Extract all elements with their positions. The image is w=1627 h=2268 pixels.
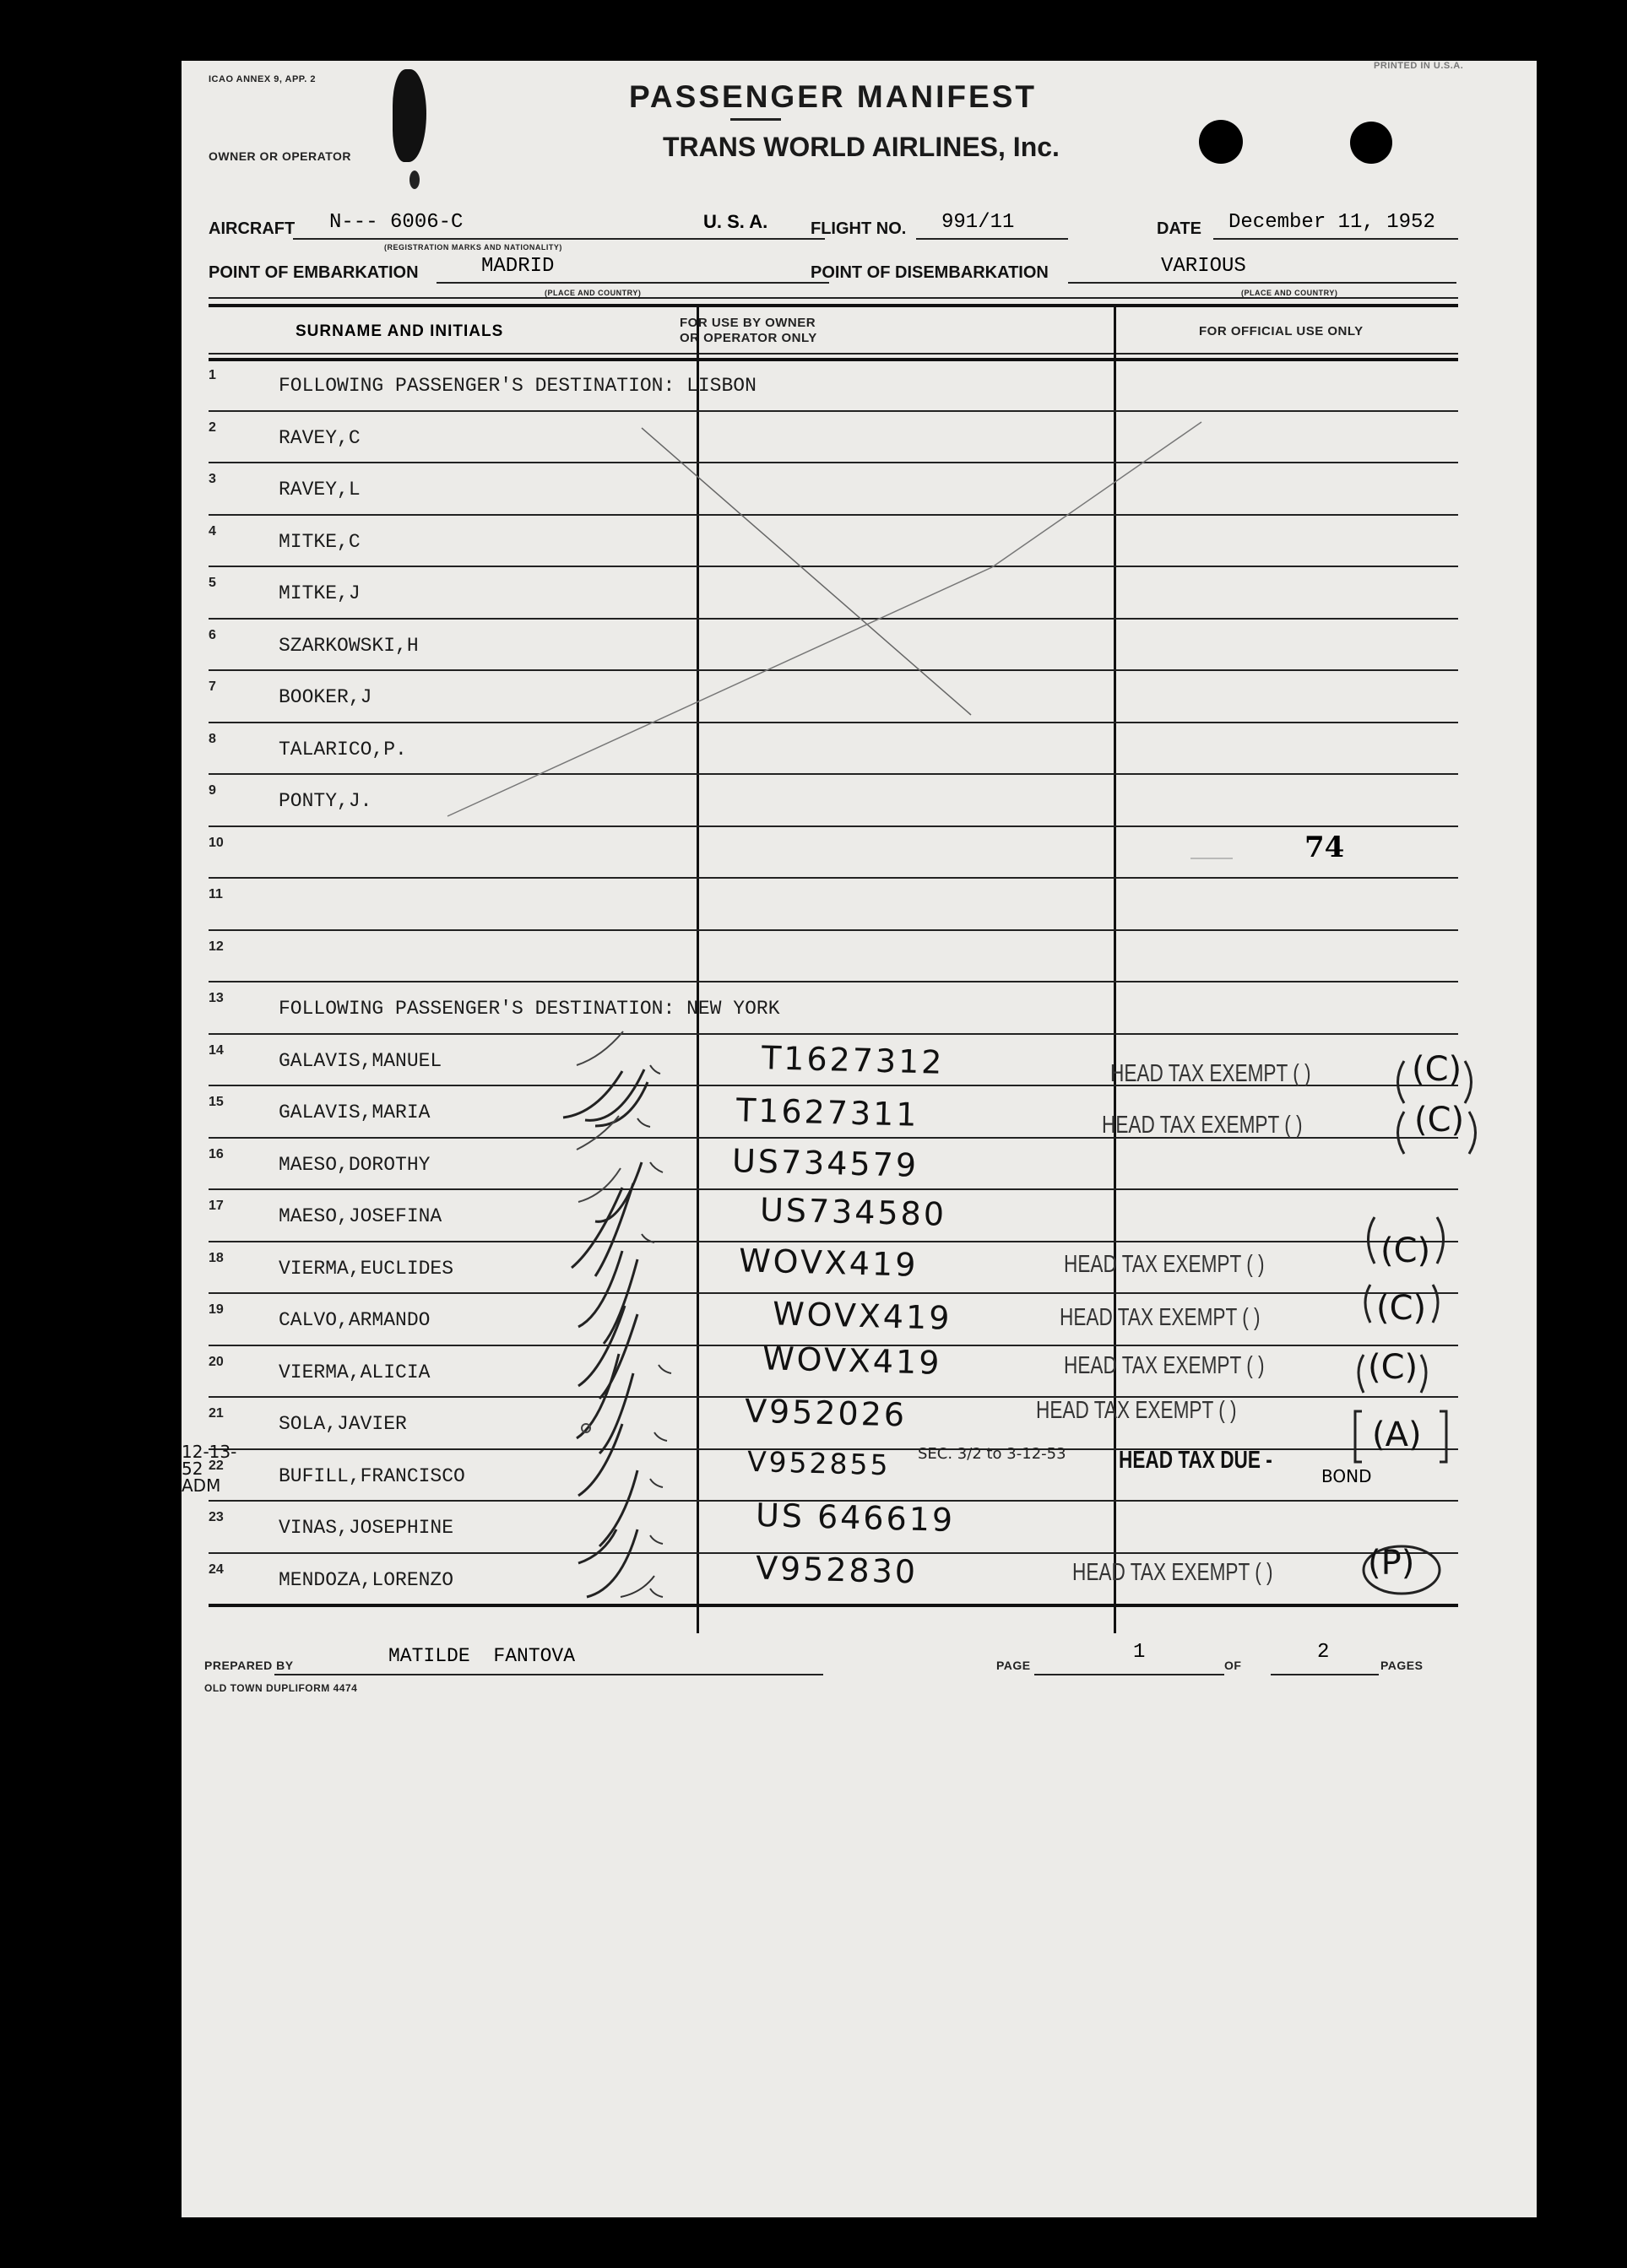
tax-class-20: (C) xyxy=(1368,1348,1418,1387)
passenger-name: SZARKOWSKI,H xyxy=(279,635,419,657)
row-number: 12 xyxy=(209,939,224,954)
tax-class-21: (A) xyxy=(1372,1415,1422,1454)
passenger-name: SOLA,JAVIER xyxy=(279,1413,407,1435)
bond-note-22: BOND xyxy=(1321,1466,1372,1486)
row-number: 4 xyxy=(209,524,216,539)
col-operator-header-1: FOR USE BY OWNER xyxy=(680,316,816,330)
passenger-name: MITKE,J xyxy=(279,582,361,604)
row-number: 14 xyxy=(209,1043,224,1058)
tax-status-15: HEAD TAX EXEMPT ( ) xyxy=(1102,1112,1303,1139)
tax-status-18: HEAD TAX EXEMPT ( ) xyxy=(1064,1251,1265,1278)
tax-class-15: (C) xyxy=(1414,1101,1465,1139)
date-value: December 11, 1952 xyxy=(1228,211,1435,234)
doc-entry-16: US734579 xyxy=(731,1142,919,1184)
row-number: 18 xyxy=(209,1251,224,1265)
passenger-name: VINAS,JOSEPHINE xyxy=(279,1517,454,1539)
passenger-name: MAESO,JOSEFINA xyxy=(279,1205,442,1227)
passenger-name: MENDOZA,LORENZO xyxy=(279,1569,454,1591)
passenger-name: CALVO,ARMANDO xyxy=(279,1309,431,1331)
doc-entry-22-note: SEC. 3/2 to 3-12-53 xyxy=(918,1445,1066,1463)
col-official-header: FOR OFFICIAL USE ONLY xyxy=(1199,324,1364,338)
row-number: 1 xyxy=(209,368,216,382)
tax-status-20: HEAD TAX EXEMPT ( ) xyxy=(1064,1352,1265,1379)
passenger-name: FOLLOWING PASSENGER'S DESTINATION: LISBON xyxy=(279,375,757,397)
flight-label: FLIGHT NO. xyxy=(811,219,907,238)
page-label: PAGE xyxy=(996,1659,1031,1672)
total-pages: 2 xyxy=(1317,1641,1330,1664)
prepared-by-value: MATILDE FANTOVA xyxy=(388,1645,576,1667)
row-number: 2 xyxy=(209,420,216,435)
doc-entry-21: V952026 xyxy=(744,1392,908,1434)
tax-status-24: HEAD TAX EXEMPT ( ) xyxy=(1072,1559,1273,1586)
manifest-sheet xyxy=(182,61,1537,2217)
operator-name: TRANS WORLD AIRLINES, Inc. xyxy=(663,132,1060,162)
disembarkation-value: VARIOUS xyxy=(1161,255,1246,278)
row-number: 7 xyxy=(209,679,216,694)
official-entry-10: 74 xyxy=(1304,831,1345,864)
row-number: 21 xyxy=(209,1406,224,1421)
tax-class-14: (C) xyxy=(1412,1050,1462,1089)
place-note-embark: (PLACE AND COUNTRY) xyxy=(545,289,642,297)
passenger-name: FOLLOWING PASSENGER'S DESTINATION: NEW YORK xyxy=(279,998,780,1020)
row-number: 5 xyxy=(209,576,216,590)
disembarkation-label: POINT OF DISEMBARKATION xyxy=(811,263,1049,282)
row-number: 9 xyxy=(209,783,216,798)
passenger-name: TALARICO,P. xyxy=(279,739,407,761)
flight-value: 991/11 xyxy=(941,211,1015,234)
prepared-by-label: PREPARED BY xyxy=(204,1659,294,1672)
row-number: 24 xyxy=(209,1562,224,1577)
passenger-name: RAVEY,C xyxy=(279,427,361,449)
aircraft-value: N--- 6006-C xyxy=(329,211,464,234)
row-number: 13 xyxy=(209,991,224,1005)
passenger-name: PONTY,J. xyxy=(279,790,372,812)
row-number: 3 xyxy=(209,472,216,486)
doc-entry-19: WOVX419 xyxy=(772,1295,952,1337)
page-title: PASSENGER MANIFEST xyxy=(629,79,1037,114)
tax-class-24: (P) xyxy=(1368,1544,1415,1583)
tax-status-21: HEAD TAX EXEMPT ( ) xyxy=(1036,1397,1237,1424)
row-number: 17 xyxy=(209,1199,224,1213)
of-label: OF xyxy=(1224,1659,1242,1672)
row-number: 15 xyxy=(209,1095,224,1109)
passenger-name: MAESO,DOROTHY xyxy=(279,1154,431,1176)
pencil-cross-out xyxy=(182,61,1537,2217)
passenger-name: MITKE,C xyxy=(279,531,361,553)
tax-status-14: HEAD TAX EXEMPT ( ) xyxy=(1110,1060,1311,1087)
page-number: 1 xyxy=(1133,1641,1146,1664)
nationality-value: U. S. A. xyxy=(703,211,768,232)
passenger-name: BOOKER,J xyxy=(279,686,372,708)
embarkation-label: POINT OF EMBARKATION xyxy=(209,263,419,282)
doc-entry-18: WOVX419 xyxy=(738,1242,919,1284)
tax-status-22: HEAD TAX DUE - xyxy=(1119,1447,1272,1474)
place-note-disembark: (PLACE AND COUNTRY) xyxy=(1241,289,1338,297)
tax-class-19: (C) xyxy=(1376,1289,1427,1328)
row-number: 10 xyxy=(209,836,224,850)
row-number: 23 xyxy=(209,1510,224,1524)
passenger-name: RAVEY,L xyxy=(279,479,361,501)
row-number: 6 xyxy=(209,628,216,642)
aircraft-label: AIRCRAFT xyxy=(209,219,296,238)
registration-note: (REGISTRATION MARKS AND NATIONALITY) xyxy=(384,243,562,252)
passenger-name: GALAVIS,MARIA xyxy=(279,1102,431,1123)
doc-entry-14: T1627312 xyxy=(761,1039,945,1081)
col-operator-header-2: OR OPERATOR ONLY xyxy=(680,331,817,345)
date-label: DATE xyxy=(1157,219,1201,238)
printer-note: OLD TOWN DUPLIFORM 4474 xyxy=(204,1682,358,1694)
row-number: 8 xyxy=(209,732,216,746)
passenger-name: VIERMA,ALICIA xyxy=(279,1361,431,1383)
passenger-name: VIERMA,EUCLIDES xyxy=(279,1258,454,1280)
print-tag: PRINTED IN U.S.A. xyxy=(1374,61,1464,71)
doc-entry-15: T1627311 xyxy=(735,1091,919,1134)
row-number: 20 xyxy=(209,1355,224,1369)
doc-entry-20: WOVX419 xyxy=(762,1340,942,1382)
owner-label: OWNER OR OPERATOR xyxy=(209,149,351,163)
margin-note: 12-13-52 ADM xyxy=(182,1442,237,1496)
doc-entry-22: V952855 xyxy=(746,1444,892,1482)
form-reference: ICAO ANNEX 9, APP. 2 xyxy=(209,74,316,84)
passenger-name: BUFILL,FRANCISCO xyxy=(279,1465,465,1487)
row-number: 11 xyxy=(209,887,223,901)
embarkation-value: MADRID xyxy=(481,255,555,278)
pages-label: PAGES xyxy=(1380,1659,1424,1672)
doc-entry-23: US 646619 xyxy=(755,1496,956,1540)
row-number: 19 xyxy=(209,1302,224,1317)
row-number: 22 xyxy=(209,1459,224,1473)
passenger-name: GALAVIS,MANUEL xyxy=(279,1050,442,1072)
col-surname-header: SURNAME AND INITIALS xyxy=(296,322,504,340)
tax-status-19: HEAD TAX EXEMPT ( ) xyxy=(1060,1304,1261,1331)
doc-entry-24: V952830 xyxy=(755,1549,919,1591)
tax-class-18: (C) xyxy=(1380,1231,1431,1270)
row-number: 16 xyxy=(209,1147,224,1161)
doc-entry-17: US734580 xyxy=(759,1191,947,1233)
